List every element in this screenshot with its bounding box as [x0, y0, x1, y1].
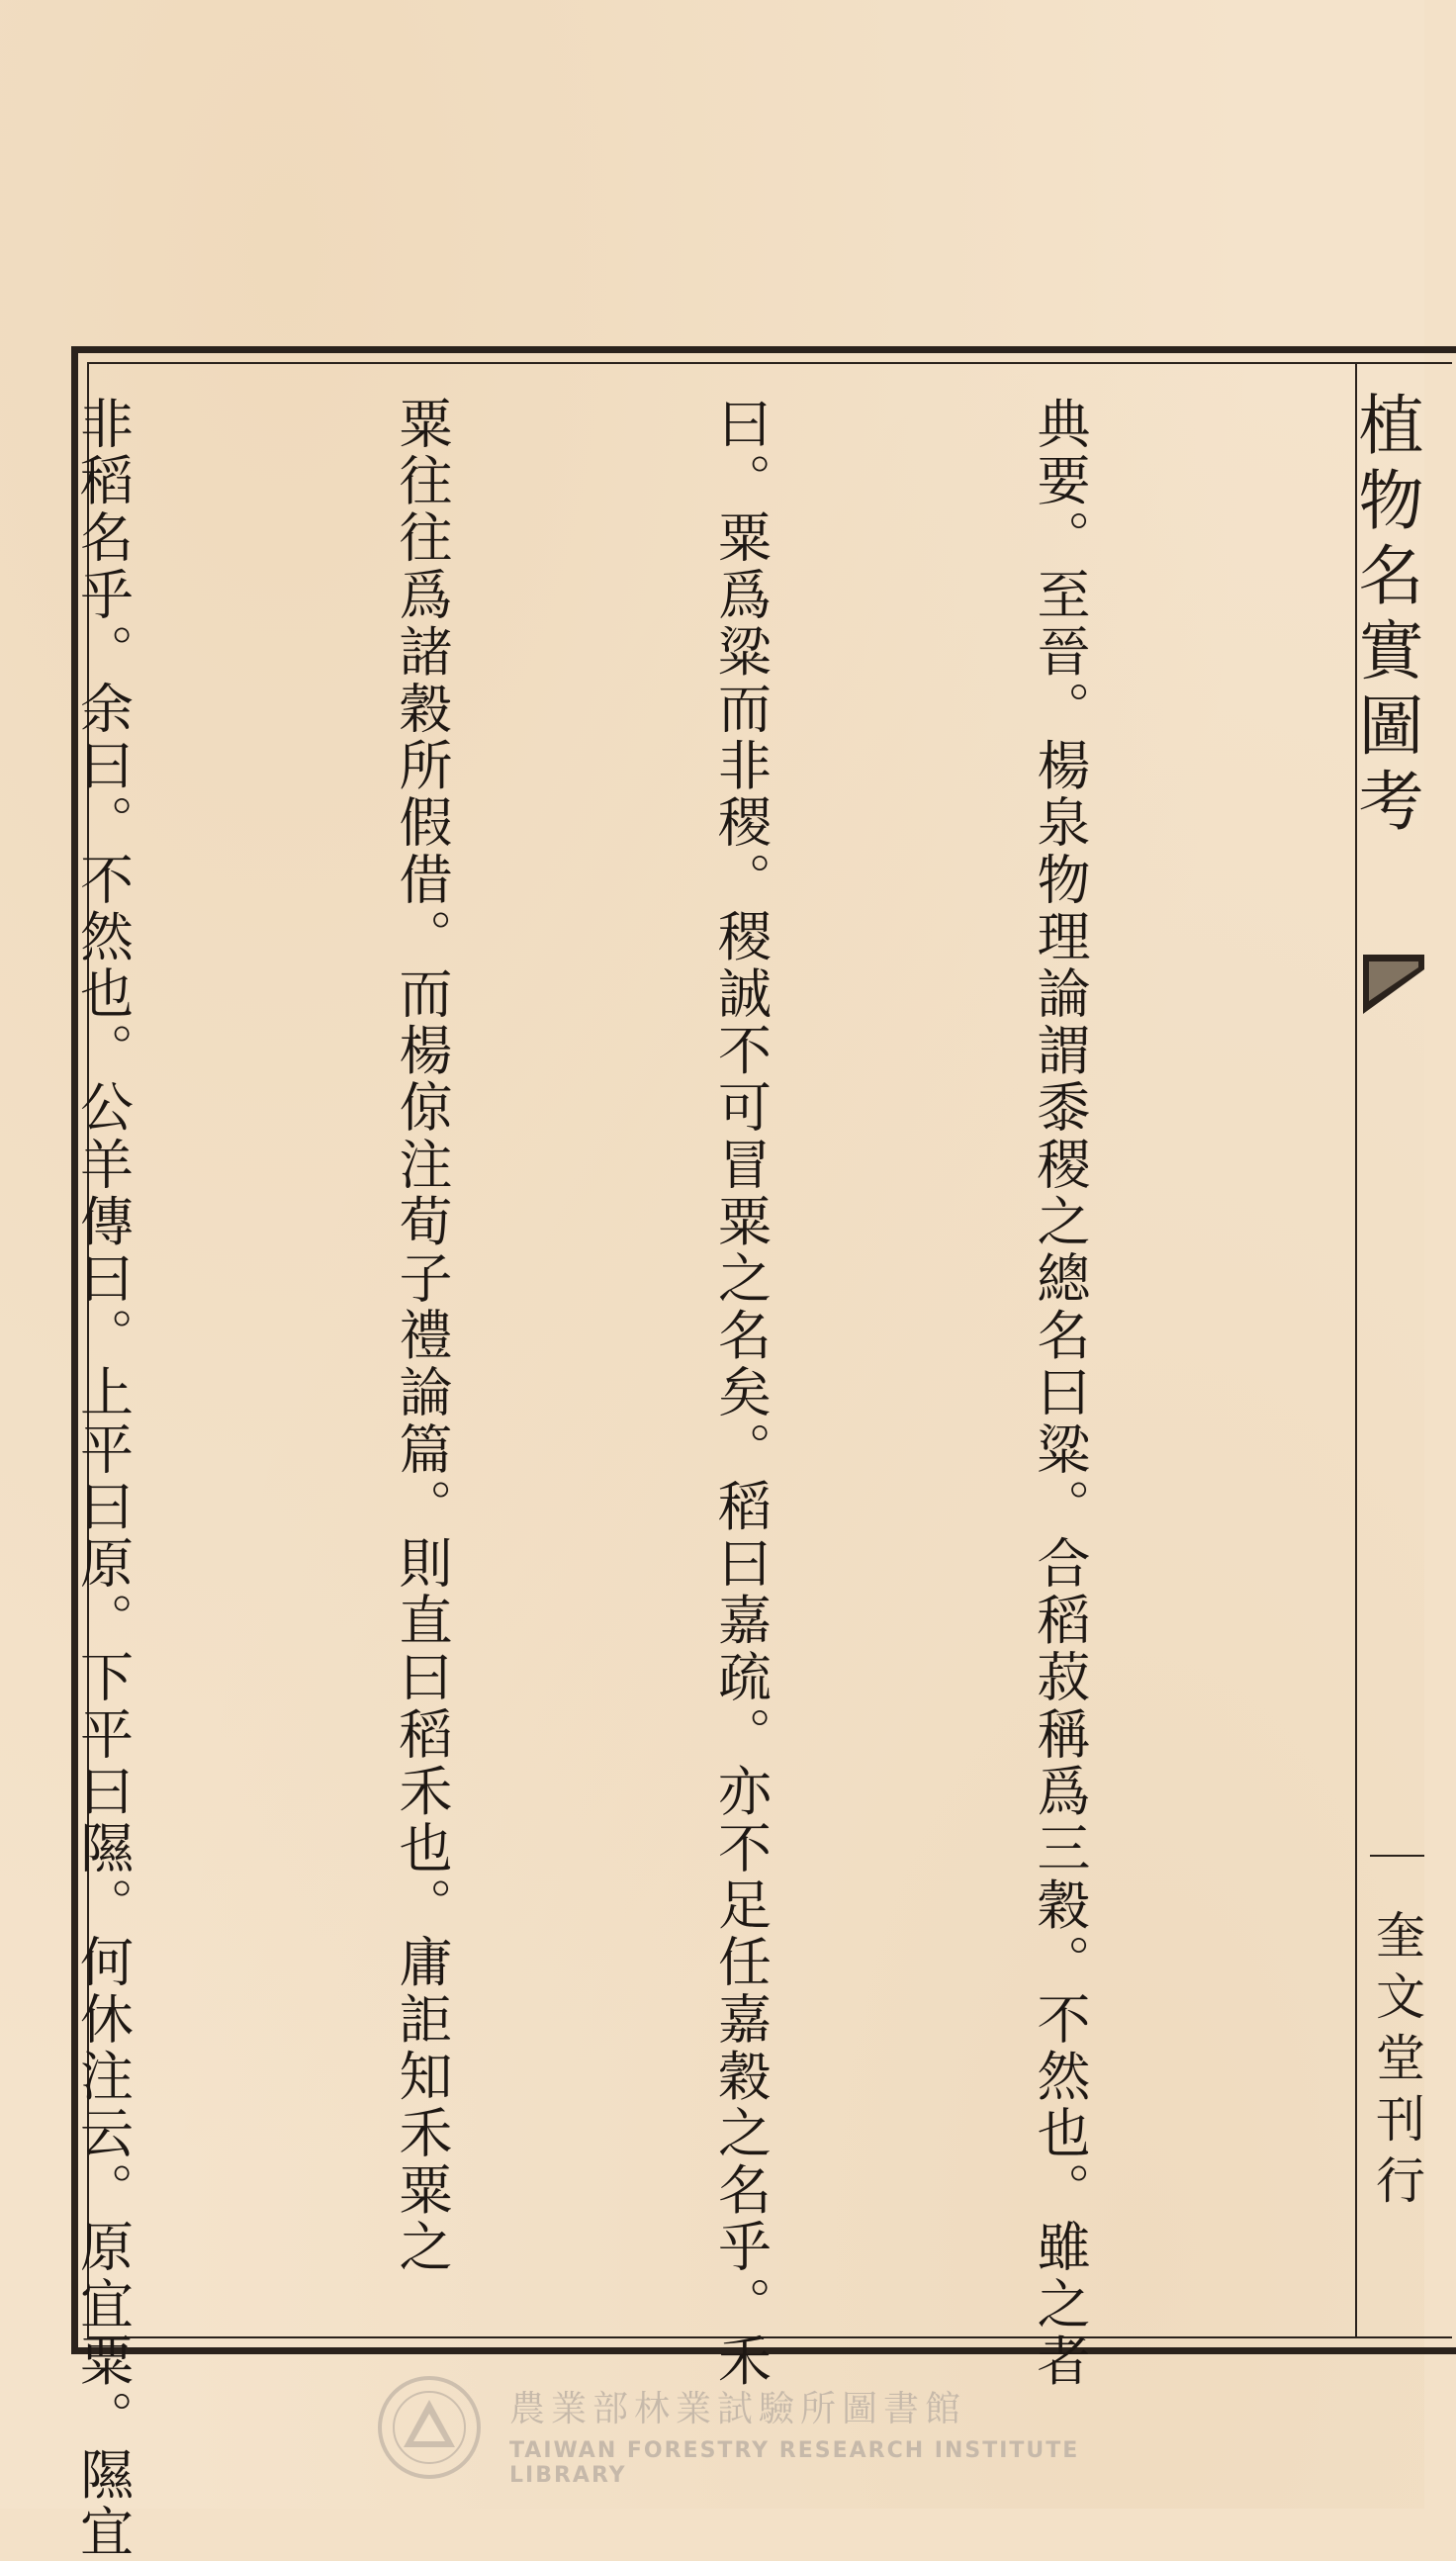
library-seal-icon — [376, 2374, 483, 2481]
library-name-english: TAIWAN FORESTRY RESEARCH INSTITUTE LIBRARY — [509, 2438, 1080, 2488]
text-column-3: 粟往往爲諸穀所假借。而楊倞注荀子禮論篇。則直曰稻禾也。庸詎知禾粟之 — [391, 396, 453, 2276]
library-name-chinese: 農業部林業試驗所圖書館 — [509, 2389, 967, 2429]
publisher-rule — [1370, 1855, 1424, 1857]
library-stamp — [376, 2369, 1108, 2488]
publisher-mark: 奎文堂刊行 — [1368, 1909, 1425, 2216]
fishtail-mark-icon — [1363, 950, 1424, 1019]
text-column-4: 非稻名乎。余曰。不然也。公羊傳曰。上平曰原。下平曰隰。何休注云。原宜粟。隰宜 — [71, 396, 135, 2561]
text-column-2: 曰。粟爲粱而非稷。稷誠不可冒粟之名矣。稻曰嘉疏。亦不足任嘉穀之名乎。禾 — [709, 396, 773, 2390]
book-title: 植物名實圖考 — [1347, 391, 1423, 842]
text-column-1: 典要。至晉。楊泉物理論謂黍稷之總名曰粱。合稻菽稱爲三穀。不然也。雖之者 — [1029, 396, 1091, 2390]
